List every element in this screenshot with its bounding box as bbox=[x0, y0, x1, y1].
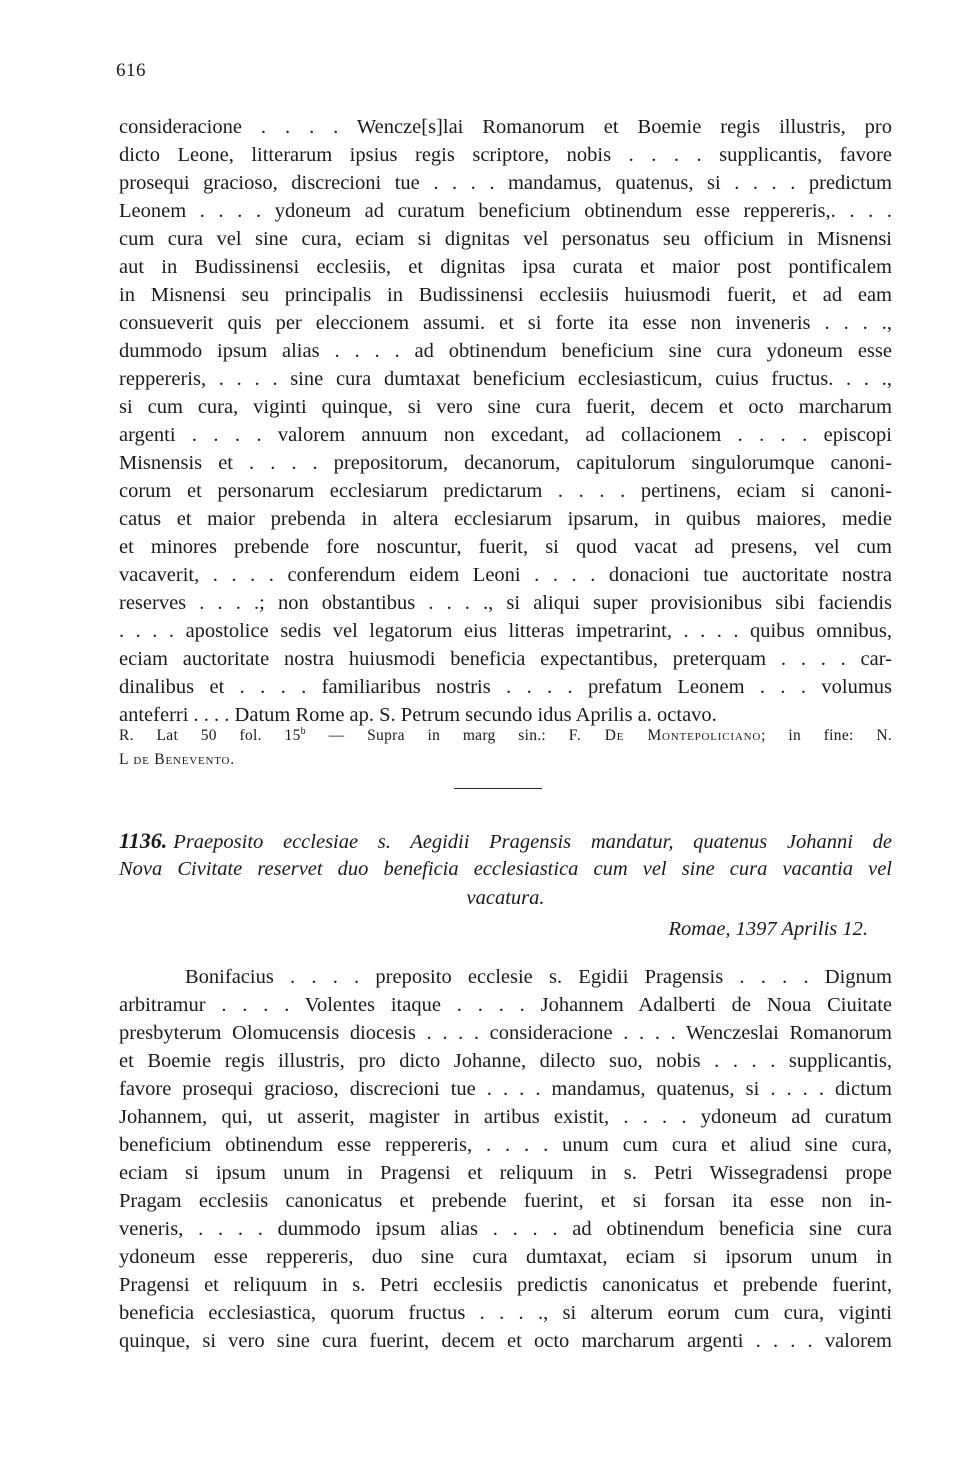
text-line: prosequi gracioso, discrecioni tue . . . . mandamus, quatenus, si . . . . predictum bbox=[119, 172, 892, 194]
text-line: reserves . . . .; non obstantibus . . . ., si aliqui super provisionibus sibi faciendis bbox=[119, 592, 892, 614]
text-line: cum cura vel sine cura, eciam si dignitas vel personatus seu officium in Misnensi bbox=[119, 228, 892, 250]
text-line: arbitramur . . . . Volentes itaque . . . . Johannem Adalberti de Noua Ciuitate bbox=[119, 994, 892, 1016]
source-note-line: L de Benevento. bbox=[119, 751, 235, 769]
text-line: Pragensi et reliquum in s. Petri ecclesiis predictis canonicatus et prebende fuerint, bbox=[119, 1274, 892, 1296]
summary-line: vacatura. bbox=[466, 887, 545, 909]
text-line: Leonem . . . . ydoneum ad curatum beneficium obtinendum esse reppereris,. . . . bbox=[119, 200, 892, 222]
text-line: consueverit quis per eleccionem assumi. et si forte ita esse non inveneris . . . ., bbox=[119, 312, 892, 334]
text-line: dummodo ipsum alias . . . . ad obtinendum beneficium sine cura ydoneum esse bbox=[119, 340, 892, 362]
text-line: et minores prebende fore noscuntur, fuerit, si quod vacat ad presens, vel cum bbox=[119, 536, 892, 558]
text-line: Misnensis et . . . . prepositorum, decanorum, capitulorum singulorumque canoni- bbox=[119, 452, 892, 474]
text-line: reppereris, . . . . sine cura dumtaxat beneficium ecclesiasticum, cuius fructus. . . ., bbox=[119, 368, 892, 390]
text-line: et Boemie regis illustris, pro dicto Johanne, dilecto suo, nobis . . . . supplicantis, bbox=[119, 1050, 892, 1072]
text-line: beneficia ecclesiastica, quorum fructus . . . ., si alterum eorum cum cura, viginti bbox=[119, 1302, 892, 1324]
text-line: Pragam ecclesiis canonicatus et prebende fuerint, et si forsan ita esse non in- bbox=[119, 1190, 892, 1212]
text-line: argenti . . . . valorem annuum non excedant, ad collacionem . . . . episcopi bbox=[119, 424, 892, 446]
text-line: dicto Leone, litterarum ipsius regis scriptore, nobis . . . . supplicantis, favore bbox=[119, 144, 892, 166]
text-line: Bonifacius . . . . preposito ecclesie s. Egidii Pragensis . . . . Dignum bbox=[185, 966, 892, 988]
text-line: eciam si ipsum unum in Pragensi et reliquum in s. Petri Wissegradensi prope bbox=[119, 1162, 892, 1184]
continuation-text bbox=[119, 113, 892, 729]
document-date: Romae, 1397 Aprilis 12. bbox=[668, 918, 868, 940]
text-line: in Misnensi seu principalis in Budissinensi ecclesiis huiusmodi fuerit, et ad eam bbox=[119, 284, 892, 306]
text-line: catus et maior prebenda in altera ecclesiarum ipsarum, in quibus maiores, medie bbox=[119, 508, 892, 530]
source-note-line: R. Lat 50 fol. 15$^b$ — Supra in marg sin.: F. De Montepoliciano; in fine: N. bbox=[119, 726, 892, 745]
document-body bbox=[119, 963, 892, 1355]
text-line: veneris, . . . . dummodo ipsum alias . . . . ad obtinendum beneficia sine cura bbox=[119, 1218, 892, 1240]
section-divider bbox=[454, 788, 542, 789]
text-line: quinque, si vero sine cura fuerint, decem et octo marcharum argenti . . . . valorem bbox=[119, 1330, 892, 1352]
text-line: ydoneum esse reppereris, duo sine cura dumtaxat, eciam si ipsorum unum in bbox=[119, 1246, 892, 1268]
document-heading bbox=[119, 826, 892, 913]
summary-line: 1136. Praeposito ecclesiae s. Aegidii Pragensis mandatur, quatenus Johanni de bbox=[119, 828, 892, 853]
text-line: beneficium obtinendum esse reppereris, . . . . unum cum cura et aliud sine cura, bbox=[119, 1134, 892, 1156]
page-number: 616 bbox=[116, 60, 146, 81]
document-number: 1136. bbox=[119, 828, 168, 853]
text-line: corum et personarum ecclesiarum predictarum . . . . pertinens, eciam si canoni- bbox=[119, 480, 892, 502]
source-note bbox=[119, 720, 892, 772]
text-line: presbyterum Olomucensis diocesis . . . . consideracione . . . . Wenczeslai Romanorum bbox=[119, 1022, 892, 1044]
summary-line: Nova Civitate reservet duo beneficia ecclesiastica cum vel sine cura vacantia vel bbox=[119, 858, 892, 880]
text-line: dinalibus et . . . . familiaribus nostris . . . . prefatum Leonem . . . volumus bbox=[119, 676, 892, 698]
text-line: eciam auctoritate nostra huiusmodi beneficia expectantibus, preterquam . . . . car- bbox=[119, 648, 892, 670]
text-line: favore prosequi gracioso, discrecioni tue . . . . mandamus, quatenus, si . . . . dictum bbox=[119, 1078, 892, 1100]
text-line: . . . . apostolice sedis vel legatorum eius litteras impetrarint, . . . . quibus omnibus, bbox=[119, 620, 892, 642]
text-line: consideracione . . . . Wencze[s]lai Romanorum et Boemie regis illustris, pro bbox=[119, 116, 892, 138]
text-line: aut in Budissinensi ecclesiis, et dignitas ipsa curata et maior post pontificalem bbox=[119, 256, 892, 278]
text-line: Johannem, qui, ut asserit, magister in artibus existit, . . . . ydoneum ad curatum bbox=[119, 1106, 892, 1128]
text-line: vacaverit, . . . . conferendum eidem Leoni . . . . donacioni tue auctoritate nostra bbox=[119, 564, 892, 586]
text-line: si cum cura, viginti quinque, si vero sine cura fuerit, decem et octo marcharum bbox=[119, 396, 892, 418]
text-line: anteferri . . . . Datum Rome ap. S. Petrum secundo idus Aprilis a. octavo. bbox=[119, 704, 717, 726]
